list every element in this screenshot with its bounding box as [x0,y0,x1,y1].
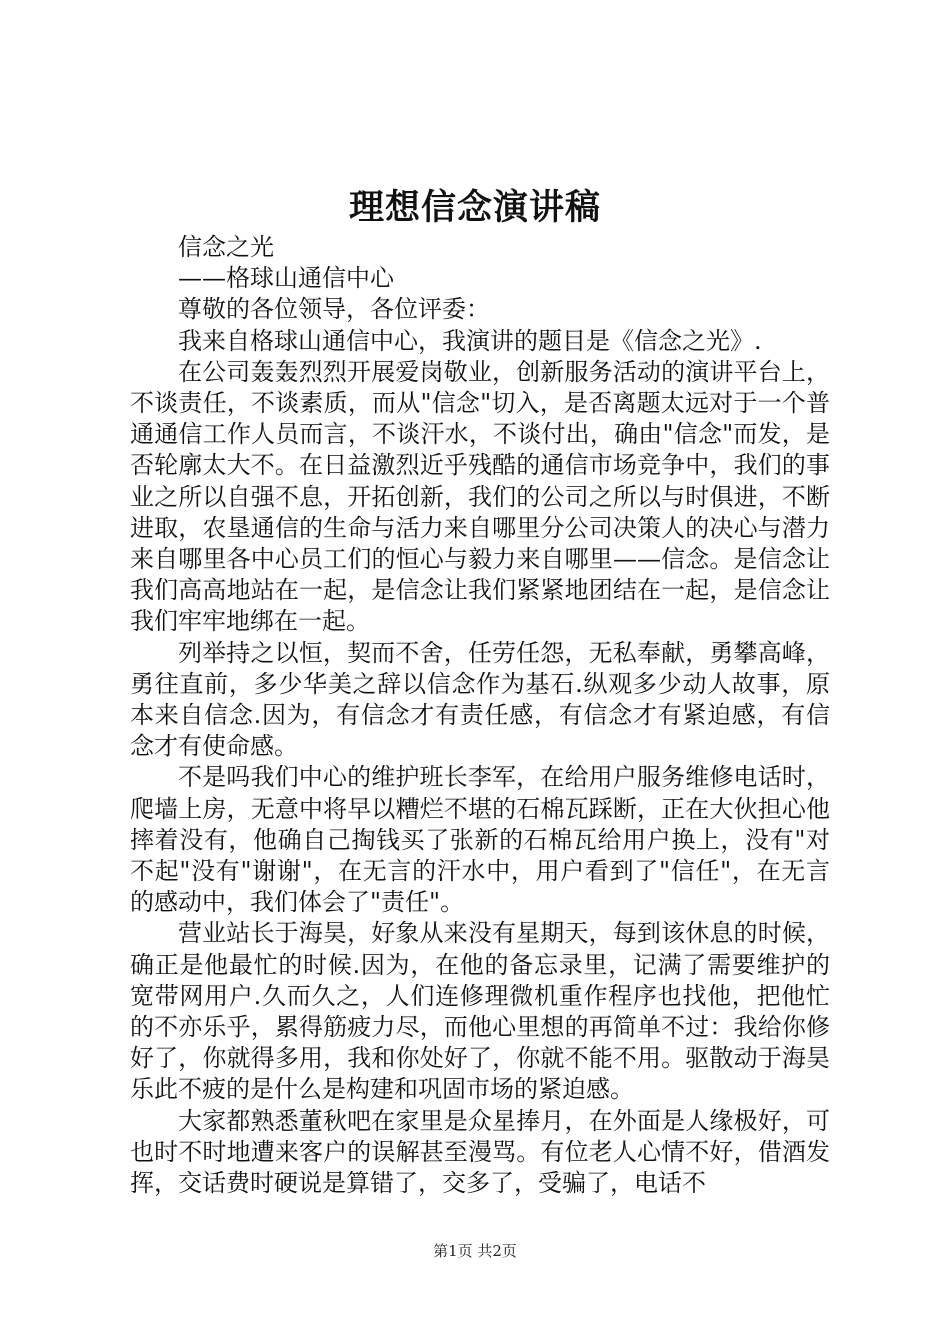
body-paragraph: 不是吗我们中心的维护班长李军，在给用户服务维修电话时，爬墙上房，无意中将早以糟烂不堪的石棉瓦踩断，正在大伙担心他摔着没有，他确自己掏钱买了张新的石棉瓦给用户换上，没有"对不起"没有"谢谢"，在无言的汗水中，用户看到了"信任"，在无言的感动中，我们体会了"责任"。 [130,763,830,917]
body-paragraph: 营业站长于海昊，好象从来没有星期天，每到该休息的时候，确正是他最忙的时候.因为，在他的备忘录里，记满了需要维护的宽带网用户.久而久之，人们连修理微机重作程序也找他，把他忙的不亦乐乎，累得筋疲力尽，而他心里想的再简单不过：我给你修好了，你就得多用，我和你处好了，你就不能不用。驱散动于海昊乐此不疲的是什么是构建和巩固市场的紧迫感。 [130,919,830,1104]
document-title: 理想信念演讲稿 [348,187,601,228]
page-number-footer: 第1页 共2页 [433,1242,517,1260]
speaker-affiliation: ——格球山通信中心 [178,264,394,293]
body-paragraph: 我来自格球山通信中心，我演讲的题目是《信念之光》. [178,326,762,355]
body-paragraph: 在公司轰轰烈烈开展爱岗敬业，创新服务活动的演讲平台上，不谈责任，不谈素质，而从"信念"切入，是否离题太远对于一个普通通信工作人员而言，不谈汗水，不谈付出，确由"信念"而发，是否轮廓太大不。在日益激烈近乎残酷的通信市场竞争中，我们的事业之所以自强不息，开拓创新，我们的公司之所以与时俱进，不断进取，农垦通信的生命与活力来自哪里分公司决策人的决心与潜力来自哪里各中心员工们的恒心与毅力来自哪里——信念。是信念让我们高高地站在一起，是信念让我们紧紧地团结在一起，是信念让我们牢牢地绑在一起。 [130,357,830,636]
document-body [130,232,830,1199]
speech-title: 信念之光 [178,233,274,261]
body-paragraph: 大家都熟悉董秋吧在家里是众星捧月，在外面是人缘极好，可也时不时地遭来客户的误解甚至漫骂。有位老人心情不好，借酒发挥，交话费时硬说是算错了，交多了，受骗了，电话不 [130,1106,830,1198]
body-paragraph: 列举持之以恒，契而不舍，任劳任怨，无私奉献，勇攀高峰，勇往直前，多少华美之辞以信念作为基石.纵观多少动人故事，原本来自信念.因为，有信念才有责任感，有信念才有紧迫感，有信念才有使命感。 [130,638,830,761]
salutation: 尊敬的各位领导，各位评委： [178,295,490,324]
